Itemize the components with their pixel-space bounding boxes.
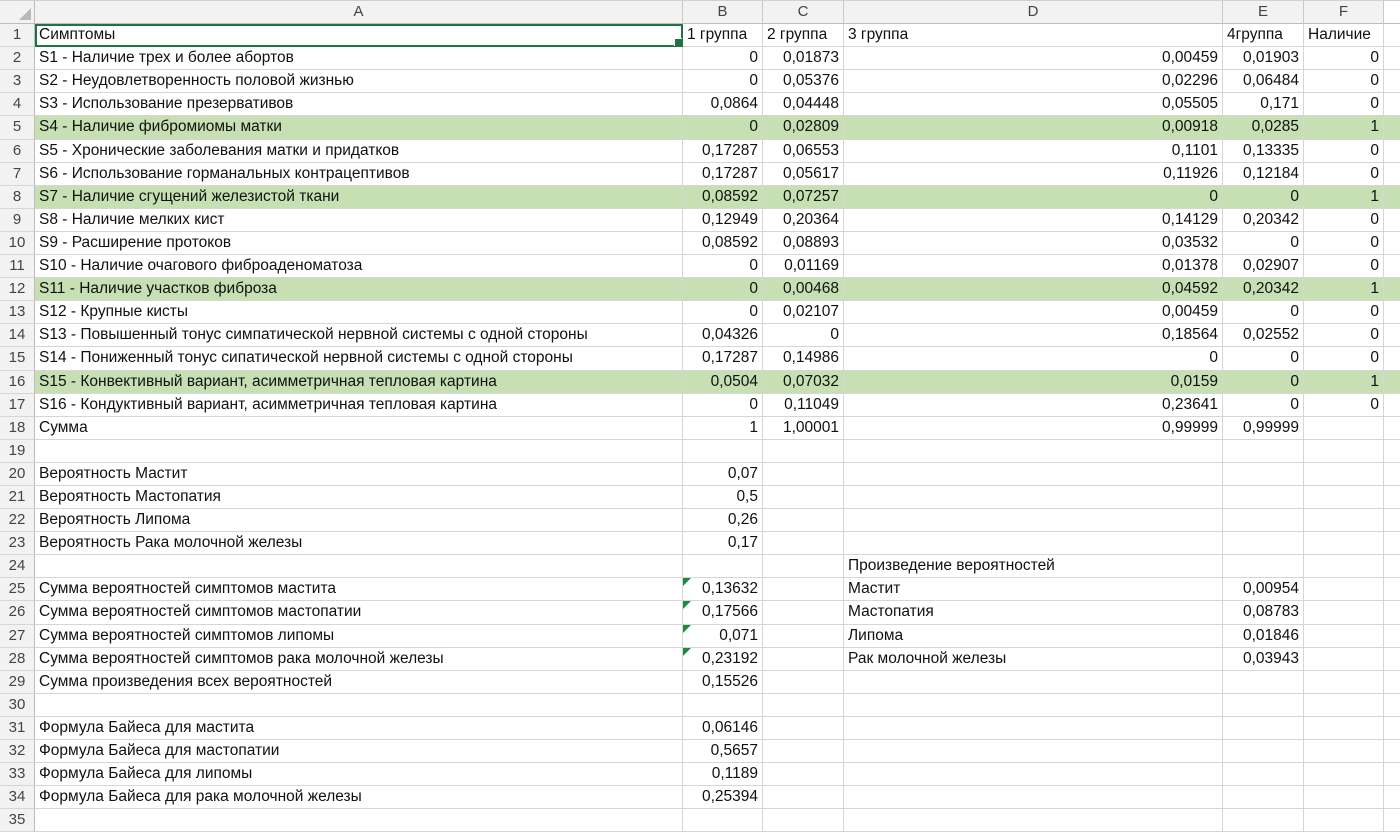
cell-f26[interactable] — [1304, 601, 1384, 624]
cell-c34[interactable] — [763, 786, 844, 809]
cell-f20[interactable] — [1304, 463, 1384, 486]
cell-b2[interactable]: 0 — [683, 47, 763, 70]
row-overflow — [1384, 301, 1400, 324]
cell-a33[interactable]: Формула Байеса для липомы — [35, 763, 683, 786]
cell-f23[interactable] — [1304, 532, 1384, 555]
select-all-icon — [19, 8, 31, 20]
cell-d12[interactable]: 0,04592 — [844, 278, 1223, 301]
cell-e32[interactable] — [1223, 740, 1304, 763]
row-header-22[interactable]: 22 — [0, 509, 35, 532]
row-overflow — [1384, 163, 1400, 186]
row-overflow — [1384, 417, 1400, 440]
row-header-15[interactable]: 15 — [0, 347, 35, 370]
cell-c35[interactable] — [763, 809, 844, 832]
cell-d5[interactable]: 0,00918 — [844, 116, 1223, 139]
cell-c3[interactable]: 0,05376 — [763, 70, 844, 93]
row-header-25[interactable]: 25 — [0, 578, 35, 601]
cell-b17[interactable]: 0 — [683, 394, 763, 417]
row-overflow — [1384, 648, 1400, 671]
cell-a16[interactable]: S15 - Конвективный вариант, асимметричная тепловая картина — [35, 371, 683, 394]
cell-c19[interactable] — [763, 440, 844, 463]
row-overflow — [1384, 70, 1400, 93]
cell-f13[interactable]: 0 — [1304, 301, 1384, 324]
cell-b7[interactable]: 0,17287 — [683, 163, 763, 186]
column-header-c[interactable]: C — [763, 1, 844, 24]
header-overflow — [1384, 1, 1400, 24]
cell-b14[interactable]: 0,04326 — [683, 324, 763, 347]
cell-a7[interactable]: S6 - Использование горманальных контрацептивов — [35, 163, 683, 186]
cell-d9[interactable]: 0,14129 — [844, 209, 1223, 232]
row-overflow — [1384, 47, 1400, 70]
cell-a34[interactable]: Формула Байеса для рака молочной железы — [35, 786, 683, 809]
cell-b18[interactable]: 1 — [683, 417, 763, 440]
cell-d18[interactable]: 0,99999 — [844, 417, 1223, 440]
cell-f4[interactable]: 0 — [1304, 93, 1384, 116]
cell-b30[interactable] — [683, 694, 763, 717]
cell-c17[interactable]: 0,11049 — [763, 394, 844, 417]
row-overflow — [1384, 232, 1400, 255]
cell-d23[interactable] — [844, 532, 1223, 555]
cell-d24[interactable]: Произведение вероятностей — [844, 555, 1223, 578]
cell-e7[interactable]: 0,12184 — [1223, 163, 1304, 186]
cell-e28[interactable]: 0,03943 — [1223, 648, 1304, 671]
row-header-14[interactable]: 14 — [0, 324, 35, 347]
cell-d28[interactable]: Рак молочной железы — [844, 648, 1223, 671]
cell-c9[interactable]: 0,20364 — [763, 209, 844, 232]
cell-a17[interactable]: S16 - Кондуктивный вариант, асимметричная тепловая картина — [35, 394, 683, 417]
cell-b32[interactable]: 0,5657 — [683, 740, 763, 763]
cell-f2[interactable]: 0 — [1304, 47, 1384, 70]
row-overflow — [1384, 694, 1400, 717]
cell-a31[interactable]: Формула Байеса для мастита — [35, 717, 683, 740]
cell-e1[interactable]: 4группа — [1223, 24, 1304, 47]
cell-e34[interactable] — [1223, 786, 1304, 809]
cell-d17[interactable]: 0,23641 — [844, 394, 1223, 417]
cell-a5[interactable]: S4 - Наличие фибромиомы матки — [35, 116, 683, 139]
cell-f11[interactable]: 0 — [1304, 255, 1384, 278]
cell-c11[interactable]: 0,01169 — [763, 255, 844, 278]
cell-a22[interactable]: Вероятность Липома — [35, 509, 683, 532]
cell-f15[interactable]: 0 — [1304, 347, 1384, 370]
cell-d21[interactable] — [844, 486, 1223, 509]
cell-f25[interactable] — [1304, 578, 1384, 601]
cell-c12[interactable]: 0,00468 — [763, 278, 844, 301]
cell-e31[interactable] — [1223, 717, 1304, 740]
row-header-19[interactable]: 19 — [0, 440, 35, 463]
cell-d1[interactable]: 3 группа — [844, 24, 1223, 47]
cell-e17[interactable]: 0 — [1223, 394, 1304, 417]
cell-c16[interactable]: 0,07032 — [763, 371, 844, 394]
row-overflow — [1384, 717, 1400, 740]
cell-a15[interactable]: S14 - Пониженный тонус сипатической нервной системы с одной стороны — [35, 347, 683, 370]
column-header-e[interactable]: E — [1223, 1, 1304, 24]
row-header-9[interactable]: 9 — [0, 209, 35, 232]
cell-c13[interactable]: 0,02107 — [763, 301, 844, 324]
cell-c6[interactable]: 0,06553 — [763, 140, 844, 163]
cell-a27[interactable]: Сумма вероятностей симптомов липомы — [35, 625, 683, 648]
column-header-d[interactable]: D — [844, 1, 1223, 24]
row-header-31[interactable]: 31 — [0, 717, 35, 740]
cell-e18[interactable]: 0,99999 — [1223, 417, 1304, 440]
cell-f31[interactable] — [1304, 717, 1384, 740]
row-header-8[interactable]: 8 — [0, 186, 35, 209]
cell-a24[interactable] — [35, 555, 683, 578]
row-overflow — [1384, 255, 1400, 278]
cell-e9[interactable]: 0,20342 — [1223, 209, 1304, 232]
cell-e6[interactable]: 0,13335 — [1223, 140, 1304, 163]
cell-c20[interactable] — [763, 463, 844, 486]
cell-b9[interactable]: 0,12949 — [683, 209, 763, 232]
row-overflow — [1384, 93, 1400, 116]
cell-e5[interactable]: 0,0285 — [1223, 116, 1304, 139]
cell-b16[interactable]: 0,0504 — [683, 371, 763, 394]
cell-a8[interactable]: S7 - Наличие сгущений железистой ткани — [35, 186, 683, 209]
cell-e24[interactable] — [1223, 555, 1304, 578]
cell-d22[interactable] — [844, 509, 1223, 532]
cell-b12[interactable]: 0 — [683, 278, 763, 301]
row-header-27[interactable]: 27 — [0, 625, 35, 648]
cell-d4[interactable]: 0,05505 — [844, 93, 1223, 116]
selected-cell-a1[interactable]: Симптомы — [35, 24, 683, 47]
row-overflow — [1384, 555, 1400, 578]
cell-c28[interactable] — [763, 648, 844, 671]
cell-d7[interactable]: 0,11926 — [844, 163, 1223, 186]
cell-f3[interactable]: 0 — [1304, 70, 1384, 93]
row-header-3[interactable]: 3 — [0, 70, 35, 93]
cell-e10[interactable]: 0 — [1223, 232, 1304, 255]
row-overflow — [1384, 509, 1400, 532]
cell-d31[interactable] — [844, 717, 1223, 740]
row-overflow — [1384, 140, 1400, 163]
cell-f19[interactable] — [1304, 440, 1384, 463]
cell-c21[interactable] — [763, 486, 844, 509]
cell-c30[interactable] — [763, 694, 844, 717]
cell-a13[interactable]: S12 - Крупные кисты — [35, 301, 683, 324]
cell-c5[interactable]: 0,02809 — [763, 116, 844, 139]
row-header-20[interactable]: 20 — [0, 463, 35, 486]
cell-f22[interactable] — [1304, 509, 1384, 532]
cell-a2[interactable]: S1 - Наличие трех и более абортов — [35, 47, 683, 70]
row-overflow — [1384, 186, 1400, 209]
cell-f12[interactable]: 1 — [1304, 278, 1384, 301]
cell-d30[interactable] — [844, 694, 1223, 717]
cell-d32[interactable] — [844, 740, 1223, 763]
cell-e35[interactable] — [1223, 809, 1304, 832]
cell-f21[interactable] — [1304, 486, 1384, 509]
fill-handle[interactable] — [674, 38, 683, 47]
cell-c2[interactable]: 0,01873 — [763, 47, 844, 70]
cell-e13[interactable]: 0 — [1223, 301, 1304, 324]
cell-b35[interactable] — [683, 809, 763, 832]
row-overflow — [1384, 532, 1400, 555]
cell-c4[interactable]: 0,04448 — [763, 93, 844, 116]
cell-d33[interactable] — [844, 763, 1223, 786]
cell-e14[interactable]: 0,02552 — [1223, 324, 1304, 347]
cell-f24[interactable] — [1304, 555, 1384, 578]
cell-e22[interactable] — [1223, 509, 1304, 532]
cell-f8[interactable]: 1 — [1304, 186, 1384, 209]
row-overflow — [1384, 394, 1400, 417]
row-overflow — [1384, 601, 1400, 624]
row-header-13[interactable]: 13 — [0, 301, 35, 324]
cell-f6[interactable]: 0 — [1304, 140, 1384, 163]
cell-d14[interactable]: 0,18564 — [844, 324, 1223, 347]
row-overflow — [1384, 24, 1400, 47]
cell-d34[interactable] — [844, 786, 1223, 809]
cell-e33[interactable] — [1223, 763, 1304, 786]
row-header-4[interactable]: 4 — [0, 93, 35, 116]
cell-e12[interactable]: 0,20342 — [1223, 278, 1304, 301]
row-overflow — [1384, 763, 1400, 786]
cell-b19[interactable] — [683, 440, 763, 463]
cell-a9[interactable]: S8 - Наличие мелких кист — [35, 209, 683, 232]
cell-e25[interactable]: 0,00954 — [1223, 578, 1304, 601]
cell-a35[interactable] — [35, 809, 683, 832]
cell-d19[interactable] — [844, 440, 1223, 463]
cell-c25[interactable] — [763, 578, 844, 601]
cell-c31[interactable] — [763, 717, 844, 740]
cell-e15[interactable]: 0 — [1223, 347, 1304, 370]
row-overflow — [1384, 347, 1400, 370]
cell-e2[interactable]: 0,01903 — [1223, 47, 1304, 70]
cell-f34[interactable] — [1304, 786, 1384, 809]
row-header-11[interactable]: 11 — [0, 255, 35, 278]
cell-f27[interactable] — [1304, 625, 1384, 648]
cell-c10[interactable]: 0,08893 — [763, 232, 844, 255]
cell-b27[interactable]: 0,071 — [683, 625, 763, 648]
cell-a30[interactable] — [35, 694, 683, 717]
row-header-2[interactable]: 2 — [0, 47, 35, 70]
cell-f16[interactable]: 1 — [1304, 371, 1384, 394]
row-header-28[interactable]: 28 — [0, 648, 35, 671]
cell-f14[interactable]: 0 — [1304, 324, 1384, 347]
row-header-35[interactable]: 35 — [0, 809, 35, 832]
cell-c7[interactable]: 0,05617 — [763, 163, 844, 186]
cell-e23[interactable] — [1223, 532, 1304, 555]
cell-f10[interactable]: 0 — [1304, 232, 1384, 255]
column-header-a[interactable]: A — [35, 1, 683, 24]
cell-d29[interactable] — [844, 671, 1223, 694]
cell-b6[interactable]: 0,17287 — [683, 140, 763, 163]
cell-b24[interactable] — [683, 555, 763, 578]
cell-b23[interactable]: 0,17 — [683, 532, 763, 555]
row-header-33[interactable]: 33 — [0, 763, 35, 786]
cell-a4[interactable]: S3 - Использование презервативов — [35, 93, 683, 116]
row-header-12[interactable]: 12 — [0, 278, 35, 301]
cell-e16[interactable]: 0 — [1223, 371, 1304, 394]
cell-e19[interactable] — [1223, 440, 1304, 463]
cell-e11[interactable]: 0,02907 — [1223, 255, 1304, 278]
row-header-24[interactable]: 24 — [0, 555, 35, 578]
row-header-16[interactable]: 16 — [0, 371, 35, 394]
cell-c32[interactable] — [763, 740, 844, 763]
cell-e8[interactable]: 0 — [1223, 186, 1304, 209]
cell-a26[interactable]: Сумма вероятностей симптомов мастопатии — [35, 601, 683, 624]
cell-b13[interactable]: 0 — [683, 301, 763, 324]
cell-c18[interactable]: 1,00001 — [763, 417, 844, 440]
row-header-32[interactable]: 32 — [0, 740, 35, 763]
cell-a28[interactable]: Сумма вероятностей симптомов рака молочной железы — [35, 648, 683, 671]
cell-f17[interactable]: 0 — [1304, 394, 1384, 417]
cell-d25[interactable]: Мастит — [844, 578, 1223, 601]
cell-b20[interactable]: 0,07 — [683, 463, 763, 486]
cell-d8[interactable]: 0 — [844, 186, 1223, 209]
cell-b22[interactable]: 0,26 — [683, 509, 763, 532]
cell-d6[interactable]: 0,1101 — [844, 140, 1223, 163]
cell-b8[interactable]: 0,08592 — [683, 186, 763, 209]
row-header-21[interactable]: 21 — [0, 486, 35, 509]
row-overflow — [1384, 116, 1400, 139]
cell-b34[interactable]: 0,25394 — [683, 786, 763, 809]
cell-f32[interactable] — [1304, 740, 1384, 763]
cell-f28[interactable] — [1304, 648, 1384, 671]
row-overflow — [1384, 809, 1400, 832]
cell-f30[interactable] — [1304, 694, 1384, 717]
cell-f29[interactable] — [1304, 671, 1384, 694]
cell-e26[interactable]: 0,08783 — [1223, 601, 1304, 624]
row-overflow — [1384, 440, 1400, 463]
row-overflow — [1384, 671, 1400, 694]
cell-f9[interactable]: 0 — [1304, 209, 1384, 232]
cell-d26[interactable]: Мастопатия — [844, 601, 1223, 624]
row-header-30[interactable]: 30 — [0, 694, 35, 717]
row-header-1[interactable]: 1 — [0, 24, 35, 47]
row-header-26[interactable]: 26 — [0, 601, 35, 624]
cell-a32[interactable]: Формула Байеса для мастопатии — [35, 740, 683, 763]
cell-b11[interactable]: 0 — [683, 255, 763, 278]
row-overflow — [1384, 578, 1400, 601]
cell-a29[interactable]: Сумма произведения всех вероятностей — [35, 671, 683, 694]
cell-e21[interactable] — [1223, 486, 1304, 509]
cell-b1[interactable]: 1 группа — [683, 24, 763, 47]
row-overflow — [1384, 463, 1400, 486]
cell-b31[interactable]: 0,06146 — [683, 717, 763, 740]
cell-f33[interactable] — [1304, 763, 1384, 786]
cell-d35[interactable] — [844, 809, 1223, 832]
cell-c22[interactable] — [763, 509, 844, 532]
cell-d16[interactable]: 0,0159 — [844, 371, 1223, 394]
column-header-f[interactable]: F — [1304, 1, 1384, 24]
row-overflow — [1384, 371, 1400, 394]
cell-c23[interactable] — [763, 532, 844, 555]
row-header-6[interactable]: 6 — [0, 140, 35, 163]
cell-e27[interactable]: 0,01846 — [1223, 625, 1304, 648]
cell-c26[interactable] — [763, 601, 844, 624]
row-overflow — [1384, 625, 1400, 648]
row-header-10[interactable]: 10 — [0, 232, 35, 255]
row-header-7[interactable]: 7 — [0, 163, 35, 186]
cell-a14[interactable]: S13 - Повышенный тонус симпатической нервной системы с одной стороны — [35, 324, 683, 347]
cell-a23[interactable]: Вероятность Рака молочной железы — [35, 532, 683, 555]
row-overflow — [1384, 786, 1400, 809]
cell-c29[interactable] — [763, 671, 844, 694]
row-overflow — [1384, 324, 1400, 347]
column-header-b[interactable]: B — [683, 1, 763, 24]
cell-a6[interactable]: S5 - Хронические заболевания матки и придатков — [35, 140, 683, 163]
cell-d3[interactable]: 0,02296 — [844, 70, 1223, 93]
cell-d10[interactable]: 0,03532 — [844, 232, 1223, 255]
cell-f7[interactable]: 0 — [1304, 163, 1384, 186]
cell-d20[interactable] — [844, 463, 1223, 486]
cell-e30[interactable] — [1223, 694, 1304, 717]
row-overflow — [1384, 486, 1400, 509]
cell-a12[interactable]: S11 - Наличие участков фиброза — [35, 278, 683, 301]
cell-e4[interactable]: 0,171 — [1223, 93, 1304, 116]
cell-d13[interactable]: 0,00459 — [844, 301, 1223, 324]
cell-b26[interactable]: 0,17566 — [683, 601, 763, 624]
cell-b33[interactable]: 0,1189 — [683, 763, 763, 786]
cell-d15[interactable]: 0 — [844, 347, 1223, 370]
cell-d11[interactable]: 0,01378 — [844, 255, 1223, 278]
cell-a11[interactable]: S10 - Наличие очагового фиброаденоматоза — [35, 255, 683, 278]
row-header-29[interactable]: 29 — [0, 671, 35, 694]
cell-b21[interactable]: 0,5 — [683, 486, 763, 509]
cell-b25[interactable]: 0,13632 — [683, 578, 763, 601]
cell-c24[interactable] — [763, 555, 844, 578]
cell-f18[interactable] — [1304, 417, 1384, 440]
select-all-corner[interactable] — [0, 1, 35, 24]
cell-a10[interactable]: S9 - Расширение протоков — [35, 232, 683, 255]
cell-c8[interactable]: 0,07257 — [763, 186, 844, 209]
cell-c14[interactable]: 0 — [763, 324, 844, 347]
cell-a20[interactable]: Вероятность Мастит — [35, 463, 683, 486]
cell-a3[interactable]: S2 - Неудовлетворенность половой жизнью — [35, 70, 683, 93]
row-header-18[interactable]: 18 — [0, 417, 35, 440]
cell-b29[interactable]: 0,15526 — [683, 671, 763, 694]
cell-f5[interactable]: 1 — [1304, 116, 1384, 139]
row-header-17[interactable]: 17 — [0, 394, 35, 417]
row-header-34[interactable]: 34 — [0, 786, 35, 809]
cell-e20[interactable] — [1223, 463, 1304, 486]
cell-d27[interactable]: Липома — [844, 625, 1223, 648]
cell-a18[interactable]: Сумма — [35, 417, 683, 440]
cell-b28[interactable]: 0,23192 — [683, 648, 763, 671]
cell-a21[interactable]: Вероятность Мастопатия — [35, 486, 683, 509]
cell-c27[interactable] — [763, 625, 844, 648]
row-header-5[interactable]: 5 — [0, 116, 35, 139]
cell-b5[interactable]: 0 — [683, 116, 763, 139]
cell-a19[interactable] — [35, 440, 683, 463]
cell-a25[interactable]: Сумма вероятностей симптомов мастита — [35, 578, 683, 601]
row-overflow — [1384, 209, 1400, 232]
cell-f1[interactable]: Наличие — [1304, 24, 1384, 47]
row-overflow — [1384, 740, 1400, 763]
cell-e29[interactable] — [1223, 671, 1304, 694]
cell-c15[interactable]: 0,14986 — [763, 347, 844, 370]
cell-c33[interactable] — [763, 763, 844, 786]
row-overflow — [1384, 278, 1400, 301]
cell-b10[interactable]: 0,08592 — [683, 232, 763, 255]
cell-f35[interactable] — [1304, 809, 1384, 832]
row-header-23[interactable]: 23 — [0, 532, 35, 555]
cell-d2[interactable]: 0,00459 — [844, 47, 1223, 70]
cell-b15[interactable]: 0,17287 — [683, 347, 763, 370]
cell-c1[interactable]: 2 группа — [763, 24, 844, 47]
cell-e3[interactable]: 0,06484 — [1223, 70, 1304, 93]
cell-b4[interactable]: 0,0864 — [683, 93, 763, 116]
cell-b3[interactable]: 0 — [683, 70, 763, 93]
